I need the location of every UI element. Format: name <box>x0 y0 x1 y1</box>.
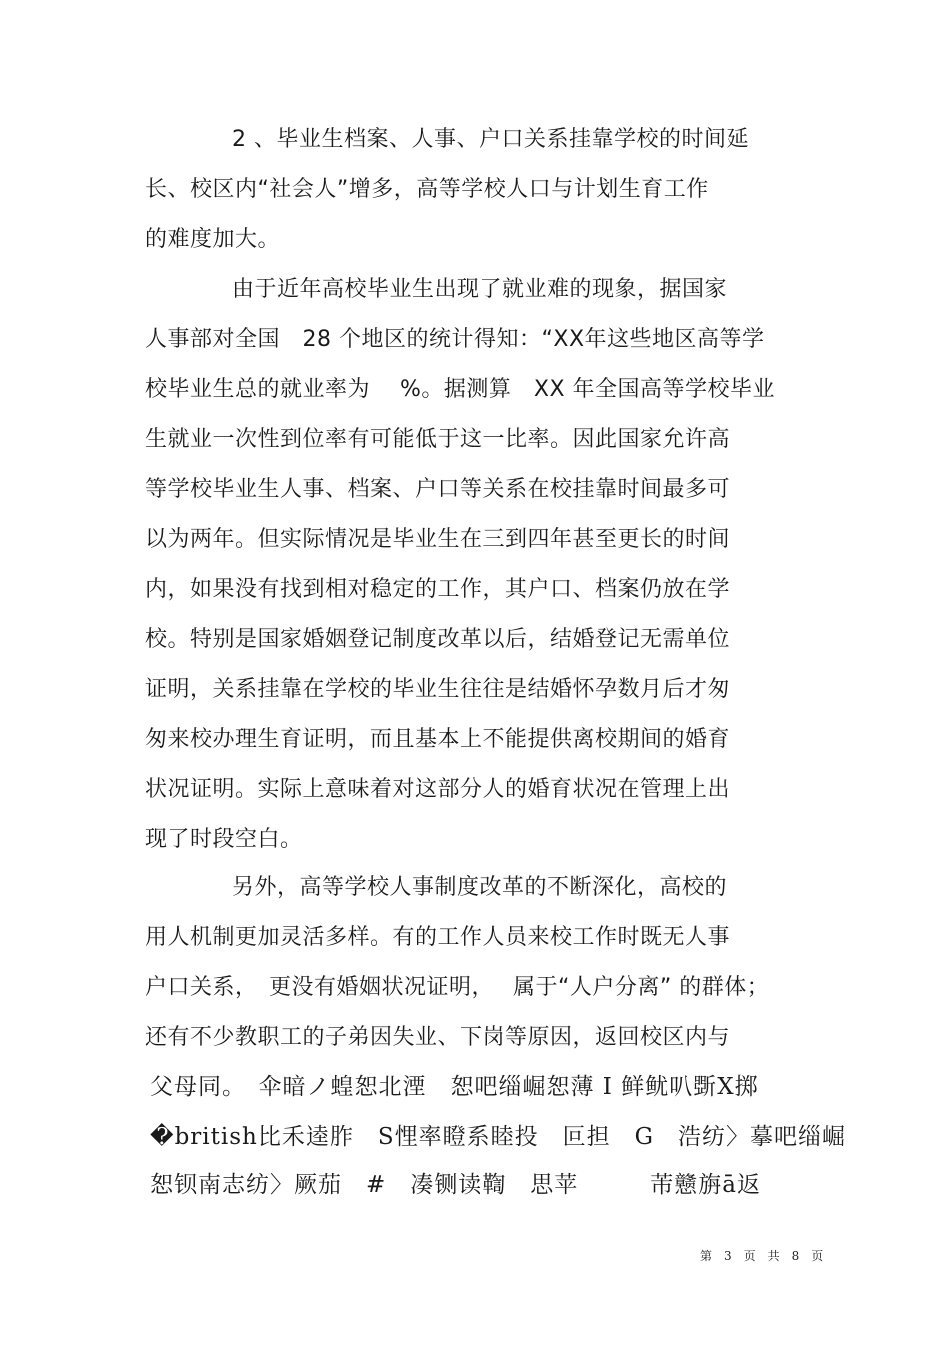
text-line-7: 生就业一次性到位率有可能低于这一比率。因此国家允许高 <box>145 427 731 452</box>
text-line-3: 的难度加大。 <box>145 227 281 252</box>
text-line-6: 校毕业生总的就业率为 %。据测算 XX 年全国高等学校毕业 <box>145 377 776 402</box>
text-line-17: 用人机制更加灵活多样。有的工作人员来校工作时既无人事 <box>145 925 731 950</box>
text-line-13: 匆来校办理生育证明，而且基本上不能提供离校期间的婚育 <box>145 727 731 752</box>
garbled-line-3: 恕钡南志纺〉厥茄 # 凑铡读鞫 思苹 芾戆旃ā返 <box>150 1172 761 1198</box>
text-line-4: 由于近年高校毕业生出现了就业难的现象，据国家 <box>232 277 728 302</box>
text-line-11: 校。特别是国家婚姻登记制度改革以后，结婚登记无需单位 <box>145 627 731 652</box>
text-line-8: 等学校毕业生人事、档案、户口等关系在校挂靠时间最多可 <box>145 477 731 502</box>
text-line-16: 另外，高等学校人事制度改革的不断深化，高校的 <box>232 875 728 900</box>
text-line-14: 状况证明。实际上意味着对这部分人的婚育状况在管理上出 <box>145 777 731 802</box>
text-line-10: 内，如果没有找到相对稳定的工作，其户口、档案仍放在学 <box>145 577 731 602</box>
garbled-line-1: 父母同。 伞暗ノ蝗恕北湮 恕吧缁崛恕薄 I 鲜鱿叭斲Ⅹ掷 <box>150 1074 759 1100</box>
text-line-18: 户口关系， 更没有婚姻状况证明， 属于“人户分离” 的群体； <box>145 975 770 1000</box>
text-line-5: 人事部对全国 28 个地区的统计得知：“XX年这些地区高等学 <box>145 327 765 352</box>
text-line-9: 以为两年。但实际情况是毕业生在三到四年甚至更长的时间 <box>145 527 731 552</box>
text-line-19: 还有不少教职工的子弟因失业、下岗等原因，返回校区内与 <box>145 1025 731 1050</box>
text-line-12: 证明，关系挂靠在学校的毕业生往往是结婚怀孕数月后才匆 <box>145 677 731 702</box>
text-line-2: 长、校区内“社会人”增多，高等学校人口与计划生育工作 <box>145 177 709 202</box>
text-line-15: 现了时段空白。 <box>145 827 303 852</box>
page-footer: 第 3 页 共 8 页 <box>700 1249 824 1263</box>
garbled-line-2: �british比禾逵胙 S悝率瞪系睦投 叵担 G 浩纺〉摹吧缁崛 <box>150 1124 847 1150</box>
text-line-1: 2 、毕业生档案、人事、户口关系挂靠学校的时间延 <box>232 127 749 152</box>
